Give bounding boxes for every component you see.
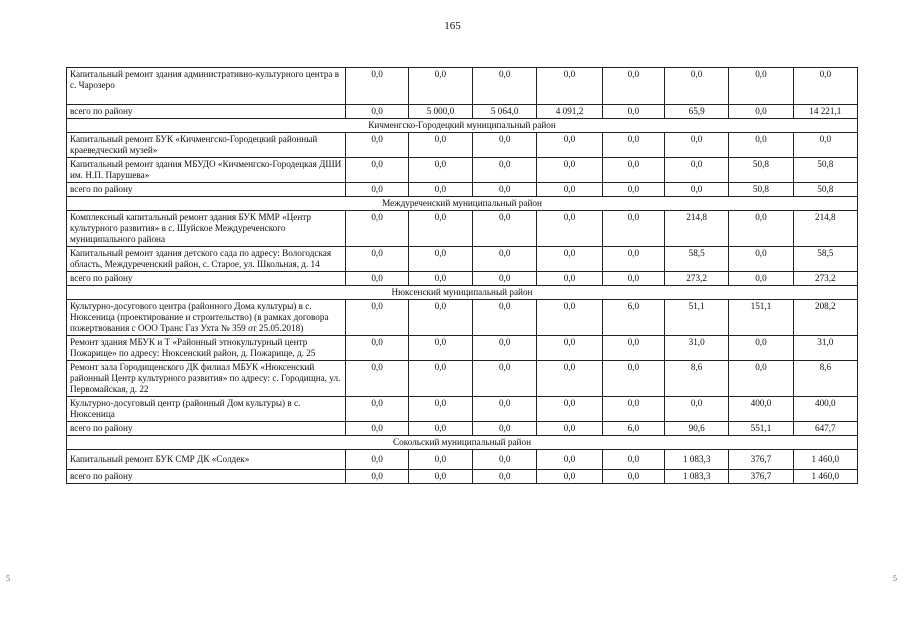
value-cell: 0,0 xyxy=(346,300,408,336)
table-row xyxy=(67,397,858,422)
value-cell: 50,8 xyxy=(793,158,857,183)
value-cell: 400,0 xyxy=(729,397,793,422)
value-cell: 0,0 xyxy=(408,158,472,183)
value-cell: 0,0 xyxy=(346,450,408,470)
value-cell: 0,0 xyxy=(602,361,664,397)
value-cell: 551,1 xyxy=(729,422,793,436)
value-cell: 273,2 xyxy=(664,272,728,286)
value-cell: 0,0 xyxy=(729,133,793,158)
section-title: Кичменгско-Городецкий муниципальный район xyxy=(67,119,858,133)
value-cell: 0,0 xyxy=(537,397,602,422)
value-cell: 0,0 xyxy=(346,397,408,422)
value-cell: 0,0 xyxy=(346,361,408,397)
value-cell: 0,0 xyxy=(346,336,408,361)
value-cell: 0,0 xyxy=(473,397,537,422)
value-cell: 6,0 xyxy=(602,422,664,436)
section-header-row xyxy=(67,119,858,133)
budget-table xyxy=(66,67,858,484)
value-cell: 0,0 xyxy=(602,105,664,119)
value-cell: 0,0 xyxy=(602,211,664,247)
value-cell: 0,0 xyxy=(473,470,537,484)
value-cell: 0,0 xyxy=(602,272,664,286)
value-cell: 0,0 xyxy=(473,272,537,286)
value-cell: 0,0 xyxy=(537,361,602,397)
value-cell: 1 083,3 xyxy=(664,450,728,470)
row-name: всего по району xyxy=(67,470,346,484)
value-cell: 0,0 xyxy=(793,68,857,105)
value-cell: 0,0 xyxy=(408,133,472,158)
value-cell: 0,0 xyxy=(664,158,728,183)
value-cell: 6,0 xyxy=(602,300,664,336)
table-row xyxy=(67,133,858,158)
value-cell: 0,0 xyxy=(473,361,537,397)
value-cell: 0,0 xyxy=(473,300,537,336)
row-name: Капитальный ремонт здания детского сада по адресу: Вологодская область, Междуреченский район, с. Старое, ул. Школьная, д. 14 xyxy=(67,247,346,272)
value-cell: 0,0 xyxy=(346,158,408,183)
page-number: 165 xyxy=(444,20,461,32)
value-cell: 0,0 xyxy=(537,450,602,470)
table-row xyxy=(67,336,858,361)
value-cell: 0,0 xyxy=(602,450,664,470)
value-cell: 0,0 xyxy=(346,247,408,272)
value-cell: 0,0 xyxy=(729,272,793,286)
right-edge-mark: 5 xyxy=(893,574,897,583)
value-cell: 0,0 xyxy=(537,158,602,183)
value-cell: 208,2 xyxy=(793,300,857,336)
value-cell: 0,0 xyxy=(537,247,602,272)
value-cell: 0,0 xyxy=(473,158,537,183)
value-cell: 31,0 xyxy=(793,336,857,361)
row-name: Капитальный ремонт здания МБУДО «Кичменгско-Городецкая ДШИ им. Н.П. Парушева» xyxy=(67,158,346,183)
value-cell: 0,0 xyxy=(602,133,664,158)
value-cell: 214,8 xyxy=(793,211,857,247)
value-cell: 51,1 xyxy=(664,300,728,336)
row-name: Ремонт зала Городищенского ДК филиал МБУК «Нюксенский районный Центр культурного развития» по адресу: с. Городищна, ул. Первомайская, д. 22 xyxy=(67,361,346,397)
value-cell: 0,0 xyxy=(408,450,472,470)
table-row xyxy=(67,272,858,286)
table-row xyxy=(67,183,858,197)
value-cell: 0,0 xyxy=(473,68,537,105)
value-cell: 0,0 xyxy=(473,336,537,361)
value-cell: 0,0 xyxy=(473,183,537,197)
value-cell: 65,9 xyxy=(664,105,728,119)
row-name: всего по району xyxy=(67,272,346,286)
row-name: Капитальный ремонт БУК «Кичменгско-Городецкий районный краеведческий музей» xyxy=(67,133,346,158)
value-cell: 50,8 xyxy=(729,158,793,183)
value-cell: 50,8 xyxy=(729,183,793,197)
table-row xyxy=(67,422,858,436)
value-cell: 0,0 xyxy=(473,422,537,436)
value-cell: 400,0 xyxy=(793,397,857,422)
table-row xyxy=(67,211,858,247)
value-cell: 0,0 xyxy=(729,361,793,397)
value-cell: 0,0 xyxy=(602,183,664,197)
section-title: Нюксенский муниципальный район xyxy=(67,286,858,300)
value-cell: 0,0 xyxy=(346,183,408,197)
value-cell: 0,0 xyxy=(537,336,602,361)
value-cell: 0,0 xyxy=(602,397,664,422)
value-cell: 0,0 xyxy=(537,183,602,197)
value-cell: 0,0 xyxy=(408,300,472,336)
value-cell: 0,0 xyxy=(408,470,472,484)
value-cell: 90,6 xyxy=(664,422,728,436)
table-row xyxy=(67,68,858,105)
value-cell: 0,0 xyxy=(729,247,793,272)
value-cell: 214,8 xyxy=(664,211,728,247)
value-cell: 1 460,0 xyxy=(793,450,857,470)
table-row xyxy=(67,361,858,397)
value-cell: 0,0 xyxy=(408,211,472,247)
value-cell: 50,8 xyxy=(793,183,857,197)
value-cell: 0,0 xyxy=(473,133,537,158)
value-cell: 376,7 xyxy=(729,450,793,470)
section-title: Междуреченский муниципальный район xyxy=(67,197,858,211)
left-edge-mark: 5 xyxy=(6,574,10,583)
value-cell: 1 083,3 xyxy=(664,470,728,484)
row-name: Комплексный капитальный ремонт здания БУК ММР «Центр культурного развития» в с. Шуйское Междуреченского муниципального района xyxy=(67,211,346,247)
value-cell: 1 460,0 xyxy=(793,470,857,484)
value-cell: 0,0 xyxy=(473,247,537,272)
value-cell: 0,0 xyxy=(408,247,472,272)
row-name: Культурно-досуговый центр (районный Дом культуры) в с. Нюксеница xyxy=(67,397,346,422)
value-cell: 0,0 xyxy=(602,336,664,361)
row-name: всего по району xyxy=(67,105,346,119)
value-cell: 14 221,1 xyxy=(793,105,857,119)
value-cell: 58,5 xyxy=(793,247,857,272)
row-name: всего по району xyxy=(67,183,346,197)
value-cell: 0,0 xyxy=(729,211,793,247)
table-row xyxy=(67,158,858,183)
section-title: Сокольский муниципальный район xyxy=(67,436,858,450)
table-row xyxy=(67,470,858,484)
value-cell: 0,0 xyxy=(664,133,728,158)
value-cell: 0,0 xyxy=(408,68,472,105)
value-cell: 151,1 xyxy=(729,300,793,336)
value-cell: 8,6 xyxy=(664,361,728,397)
value-cell: 0,0 xyxy=(664,183,728,197)
table-row xyxy=(67,450,858,470)
value-cell: 0,0 xyxy=(408,422,472,436)
value-cell: 5 000,0 xyxy=(408,105,472,119)
value-cell: 0,0 xyxy=(346,211,408,247)
value-cell: 0,0 xyxy=(408,361,472,397)
value-cell: 58,5 xyxy=(664,247,728,272)
value-cell: 0,0 xyxy=(793,133,857,158)
table-row xyxy=(67,105,858,119)
value-cell: 0,0 xyxy=(729,336,793,361)
value-cell: 0,0 xyxy=(346,272,408,286)
value-cell: 0,0 xyxy=(664,68,728,105)
value-cell: 0,0 xyxy=(729,68,793,105)
value-cell: 0,0 xyxy=(473,211,537,247)
value-cell: 0,0 xyxy=(537,211,602,247)
value-cell: 0,0 xyxy=(602,158,664,183)
row-name: Культурно-досугового центра (районного Дома культуры) в с. Нюксеница (проектирование и строительство) (в рамках договора пожертвования с ООО Транс Газ Ухта № 359 от 25.05.2018) xyxy=(67,300,346,336)
value-cell: 0,0 xyxy=(346,68,408,105)
value-cell: 0,0 xyxy=(346,422,408,436)
value-cell: 0,0 xyxy=(602,68,664,105)
value-cell: 0,0 xyxy=(729,105,793,119)
table-body xyxy=(67,68,858,484)
row-name: Капитальный ремонт здания административно-культурного центра в с. Чарозеро xyxy=(67,68,346,105)
table-row xyxy=(67,300,858,336)
row-name: всего по району xyxy=(67,422,346,436)
value-cell: 5 064,0 xyxy=(473,105,537,119)
value-cell: 0,0 xyxy=(408,397,472,422)
value-cell: 0,0 xyxy=(346,105,408,119)
value-cell: 0,0 xyxy=(537,300,602,336)
value-cell: 0,0 xyxy=(408,183,472,197)
value-cell: 0,0 xyxy=(473,450,537,470)
value-cell: 0,0 xyxy=(408,336,472,361)
value-cell: 0,0 xyxy=(537,133,602,158)
table-row xyxy=(67,247,858,272)
value-cell: 647,7 xyxy=(793,422,857,436)
value-cell: 0,0 xyxy=(408,272,472,286)
value-cell: 0,0 xyxy=(602,247,664,272)
value-cell: 0,0 xyxy=(602,470,664,484)
section-header-row xyxy=(67,436,858,450)
value-cell: 0,0 xyxy=(537,272,602,286)
value-cell: 0,0 xyxy=(346,470,408,484)
row-name: Капитальный ремонт БУК СМР ДК «Солдек» xyxy=(67,450,346,470)
value-cell: 0,0 xyxy=(664,397,728,422)
section-header-row xyxy=(67,286,858,300)
value-cell: 0,0 xyxy=(537,470,602,484)
value-cell: 0,0 xyxy=(537,422,602,436)
value-cell: 273,2 xyxy=(793,272,857,286)
row-name: Ремонт здания МБУК и Т «Районный этнокультурный центр Пожарище» по адресу: Нюксенский район, д. Пожарище, д. 25 xyxy=(67,336,346,361)
value-cell: 8,6 xyxy=(793,361,857,397)
value-cell: 0,0 xyxy=(346,133,408,158)
value-cell: 376,7 xyxy=(729,470,793,484)
value-cell: 31,0 xyxy=(664,336,728,361)
section-header-row xyxy=(67,197,858,211)
value-cell: 4 091,2 xyxy=(537,105,602,119)
value-cell: 0,0 xyxy=(537,68,602,105)
